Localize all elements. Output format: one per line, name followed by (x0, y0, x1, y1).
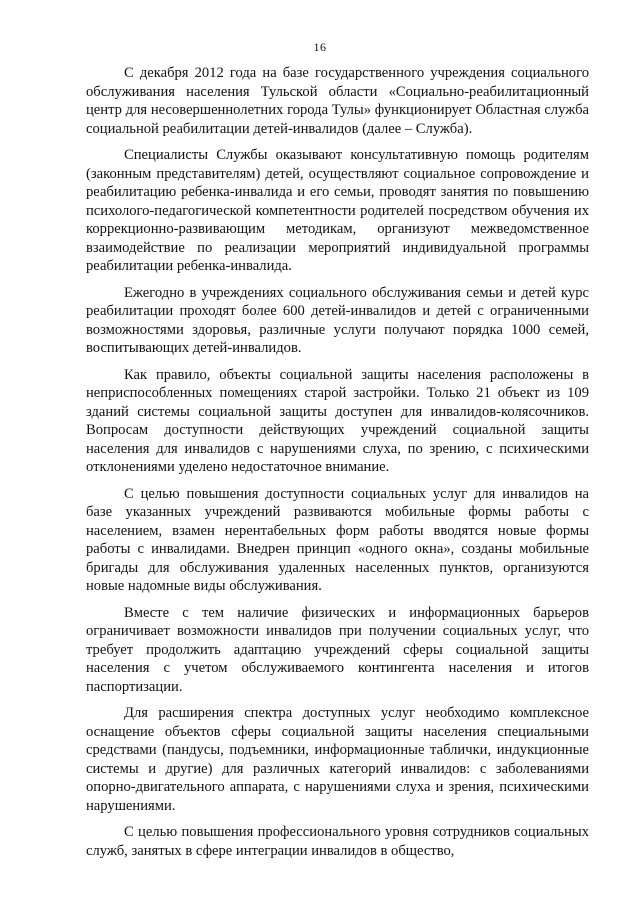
paragraph-3: Ежегодно в учреждениях социального обслуживания семьи и детей курс реабилитации проходят более 600 детей-инвалидов и детей с ограниченными возможностями здоровья, различные услуги получают порядка 1000 семей, воспитывающих детей-инвалидов. (86, 284, 589, 356)
paragraph-7: Для расширения спектра доступных услуг необходимо комплексное оснащение объектов сферы социальной защиты населения специальными средствами (пандусы, подъемники, информационные таблички, индукционные системы и другие) для различных категорий инвалидов: с заболеваниями опорно-двигательного аппарата, с нарушениями слуха и зрения, психическими нарушениями. (86, 705, 589, 814)
paragraph-4: Как правило, объекты социальной защиты населения расположены в неприспособленных помещениях старой застройки. Только 21 объект из 109 зданий системы социальной защиты доступен для инвалидов-колясочников. Вопросам доступности действующих учреждений социальной защиты населения для инвалидов с нарушениями слуха, по зрению, с психическими отклонениями уделено недостаточное внимание. (86, 366, 589, 475)
paragraph-6: Вместе с тем наличие физических и информационных барьеров ограничивает возможности инвалидов при получении социальных услуг, что требует продолжить адаптацию учреждений сферы социальной защиты населения с учетом обслуживаемого контингента населения и итогов паспортизации. (86, 604, 589, 695)
paragraph-5: С целью повышения доступности социальных услуг для инвалидов на базе указанных учреждений развиваются мобильные формы работы с населением, взамен нерентабельных форм работы вводятся новые формы работы с инвалидами. Внедрен принцип «одного окна», созданы мобильные бригады для обслуживания удаленных населенных пунктов, организуются новые надомные виды обслуживания. (86, 485, 589, 594)
paragraph-8: С целью повышения профессионального уровня сотрудников социальных служб, занятых в сфере интеграции инвалидов в общество, (86, 824, 589, 859)
paragraph-2: Специалисты Службы оказывают консультативную помощь родителям (законным представителям) детей, осуществляют социальное сопровождение и реабилитацию ребенка-инвалида и его семьи, проводят занятия по повышению психолого-педагогической компетентности родителей посредством обучения их коррекционно-развивающим методикам, организуют межведомственное взаимодействие по реализации мероприятий индивидуальной программы реабилитации ребенка-инвалида. (86, 147, 589, 274)
paragraph-1: С декабря 2012 года на базе государственного учреждения социального обслуживания населения Тульской области «Социально-реабилитационный центр для несовершеннолетних города Тулы» функционирует Областная служба социальной реабилитации детей-инвалидов (далее – Служба). (86, 65, 589, 137)
page-number: 16 (313, 40, 327, 54)
document-body (86, 64, 589, 868)
